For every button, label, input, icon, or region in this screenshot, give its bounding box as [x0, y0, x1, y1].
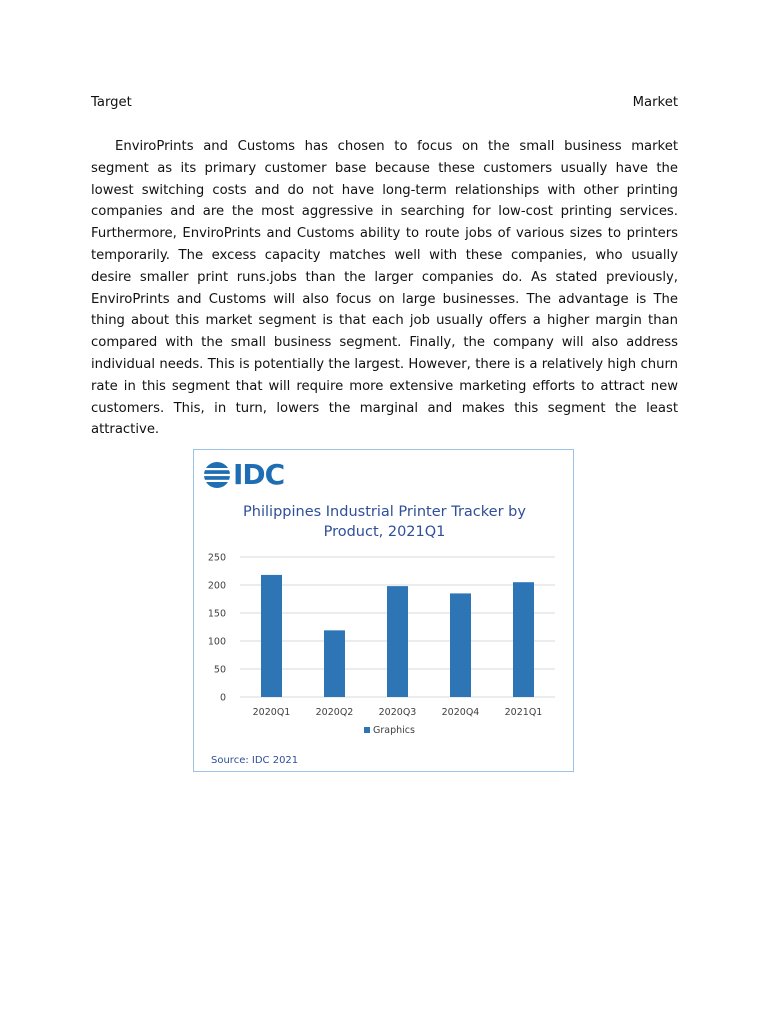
- y-tick-label: 200: [207, 580, 226, 592]
- legend-label: Graphics: [373, 725, 415, 736]
- x-tick-label: 2020Q2: [315, 707, 354, 718]
- x-axis-ticks: [253, 707, 543, 718]
- bar: [261, 575, 282, 697]
- logo-text: IDC: [233, 458, 285, 491]
- bar: [513, 582, 534, 697]
- section-heading: [91, 93, 678, 113]
- y-axis-ticks: [208, 553, 226, 704]
- bars: [261, 575, 534, 697]
- x-tick-label: 2020Q1: [252, 707, 291, 718]
- source-note: Source: IDC 2021: [211, 755, 299, 766]
- legend-swatch: [364, 727, 370, 733]
- bar: [387, 586, 408, 697]
- bar: [450, 593, 471, 697]
- globe-icon: [203, 461, 231, 489]
- x-tick-label: 2020Q4: [441, 707, 480, 718]
- legend: [364, 725, 415, 736]
- y-tick-label: 50: [213, 664, 226, 676]
- x-tick-label: 2021Q1: [504, 707, 543, 718]
- chart-figure: [193, 449, 574, 772]
- chart-title: [194, 502, 575, 542]
- chart-title-line1: Philippines Industrial Printer Tracker by: [243, 504, 526, 520]
- x-tick-label: 2020Q3: [378, 707, 417, 718]
- bar-chart: [194, 550, 575, 750]
- y-tick-label: 0: [219, 692, 226, 704]
- y-tick-label: 250: [207, 552, 226, 564]
- heading-right: Market: [632, 95, 678, 110]
- body-paragraph: EnviroPrints and Customs has chosen to focus on the small business market segment as its primary customer base because these customers usually have the lowest switching costs and do not have long-term relationships with other printing companies and are the most aggressive in searching for low-cost printing services. Furthermore, EnviroPrints and Customs ability to route jobs of various sizes to printers temporarily. The excess capacity matches well with these companies, who usually desire smaller print runs.jobs than the larger companies do. As stated previously, EnviroPrints and Customs will also focus on large businesses. The advantage is The thing about this market segment is that each job usually offers a higher margin than compared with the small business segment. Finally, the company will also address individual needs. This is potentially the largest. However, there is a relatively high churn rate in this segment that will require more extensive marketing efforts to attract new customers. This, in turn, lowers the marginal and makes this segment the least attractive.: [91, 139, 678, 438]
- idc-logo: [203, 458, 284, 491]
- heading-left: Target: [91, 95, 132, 110]
- y-tick-label: 150: [207, 608, 226, 620]
- y-tick-label: 100: [207, 636, 226, 648]
- bar: [324, 630, 345, 697]
- chart-title-line2: Product, 2021Q1: [323, 524, 446, 540]
